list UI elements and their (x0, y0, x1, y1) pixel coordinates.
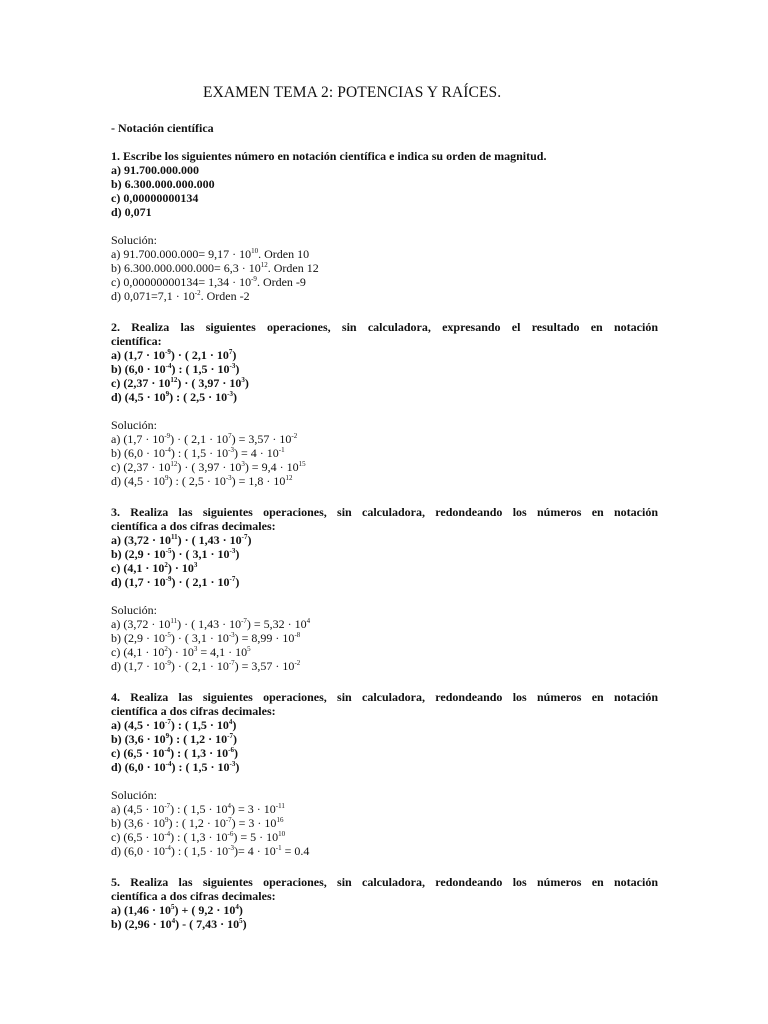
question-item: b) $(2,9 \cdot 10^{-5})$ · ( $3,1 \cdot 10^{-3}$) (111, 547, 240, 561)
question-4-prompt: 4. Realiza las siguientes operaciones, sin calculadora, redondeando los números en notación (111, 690, 658, 704)
solution-line: c) $(4,1 \cdot 10^2) \cdot 10^3 = 4,1 \cdot 10^5$ (111, 645, 251, 659)
question-item: d) $(6,0 \cdot 10^{-4})$ : ( $1,5 \cdot 10^{-3}$) (111, 760, 240, 774)
question-item: a) $(1,7 \cdot 10^{-9})$ · ( $2,1 \cdot 10^7$) (111, 348, 237, 362)
question-2-prompt-cont: científica: (111, 334, 162, 348)
solution-label: Solución: (111, 603, 158, 617)
question-2-prompt: 2. Realiza las siguientes operaciones, sin calculadora, expresando el resultado en notación (111, 320, 658, 334)
solution-line: b) $(3,6 \cdot 10^9)$ : ( $1,2 \cdot 10^{-7}) = 3 \cdot 10^{16}$ (111, 816, 284, 830)
question-3-prompt-cont: científica a dos cifras decimales: (111, 519, 276, 533)
question-1-prompt: 1. Escribe los siguientes número en notación científica e indica su orden de magnitud. (111, 149, 547, 163)
question-item: d) $(1,7 \cdot 10^{-9})$ · ( $2,1 \cdot 10^{-7}$) (111, 575, 240, 589)
question-item: a) $(3,72 \cdot 10^{11})$ · ( $1,43 \cdot 10^{-7}$) (111, 533, 252, 547)
solution-line: d) $0,071=7,1 \cdot 10^{-2}$. Orden -2 (111, 289, 250, 303)
question-item: c) $(2,37 \cdot 10^{12})$ · ( $3,97 \cdot 10^3$) (111, 376, 249, 390)
question-4-prompt-cont: científica a dos cifras decimales: (111, 704, 276, 718)
question-item: c) 0,00000000134 (111, 191, 199, 205)
question-5-prompt: 5. Realiza las siguientes operaciones, sin calculadora, redondeando los números en notación (111, 875, 658, 889)
question-item: a) $(4,5 \cdot 10^{-7})$ : ( $1,5 \cdot 10^4$) (111, 718, 237, 732)
question-item: a) 91.700.000.000 (111, 163, 199, 177)
question-item: d) 0,071 (111, 205, 152, 219)
exam-title: EXAMEN TEMA 2: POTENCIAS Y RAÍCES. (203, 84, 502, 101)
question-5-prompt-cont: científica a dos cifras decimales: (111, 889, 276, 903)
solution-line: b) $(6,0 \cdot 10^{-4})$ : ( $1,5 \cdot 10^{-3}) = 4 \cdot 10^{-1}$ (111, 446, 285, 460)
question-item: b) $(3,6 \cdot 10^9)$ : ( $1,2 \cdot 10^{-7}$) (111, 732, 238, 746)
solution-line: a) $(1,7 \cdot 10^{-9})$ · ( $2,1 \cdot 10^7) = 3,57 \cdot 10^{-2}$ (111, 432, 298, 446)
solution-line: d) $(1,7 \cdot 10^{-9})$ · ( $2,1 \cdot 10^{-7}) = 3,57 \cdot 10^{-2}$ (111, 659, 301, 673)
solution-label: Solución: (111, 788, 158, 802)
solution-line: b) $6.300.000.000.000= 6,3 \cdot 10^{12}$. Orden 12 (111, 261, 319, 275)
solution-line: c) $0,00000000134= 1,34 \cdot 10^{-9}$. Orden -9 (111, 275, 306, 289)
question-item: b) $(6,0 \cdot 10^{-4})$ : ( $1,5 \cdot 10^{-3}$) (111, 362, 240, 376)
solution-line: d) $(6,0 \cdot 10^{-4})$ : ( $1,5 \cdot 10^{-3})= 4 \cdot 10^{-1} = 0.4$ (111, 844, 310, 858)
solution-line: b) $(2,9 \cdot 10^{-5})$ · ( $3,1 \cdot 10^{-3}) = 8,99 \cdot 10^{-8}$ (111, 631, 301, 645)
solution-line: a) $(4,5 \cdot 10^{-7})$ : ( $1,5 \cdot 10^4) = 3 \cdot 10^{-11}$ (111, 802, 285, 816)
solution-label: Solución: (111, 233, 158, 247)
question-item: d) $(4,5 \cdot 10^9)$ : ( $2,5 \cdot 10^{-3}$) (111, 390, 238, 404)
solution-line: a) $(3,72 \cdot 10^{11})$ · ( $1,43 \cdot 10^{-7}) = 5,32 \cdot 10^4$ (111, 617, 311, 631)
solution-line: d) $(4,5 \cdot 10^9)$ : ( $2,5 \cdot 10^{-3}) = 1,8 \cdot 10^{12}$ (111, 474, 293, 488)
solution-line: a) $91.700.000.000= 9,17 \cdot 10^{10}$. Orden 10 (111, 247, 310, 261)
question-item: c) $(4,1 \cdot 10^2) \cdot 10^3$ (111, 561, 198, 575)
question-item: b) $(2,96 \cdot 10^4)$ - ( $7,43 \cdot 10^5$) (111, 917, 247, 931)
solution-label: Solución: (111, 418, 158, 432)
question-item: b) 6.300.000.000.000 (111, 177, 215, 191)
solution-line: c) $(6,5 \cdot 10^{-4})$ : ( $1,3 \cdot 10^{-6}) = 5 \cdot 10^{10}$ (111, 830, 286, 844)
question-item: c) $(6,5 \cdot 10^{-4})$ : ( $1,3 \cdot 10^{-6}$) (111, 746, 239, 760)
question-item: a) $(1,46 \cdot 10^5)$ + ( $9,2 \cdot 10^4$) (111, 903, 243, 917)
solution-line: c) $(2,37 \cdot 10^{12})$ · ( $3,97 \cdot 10^3) = 9,4 \cdot 10^{15}$ (111, 460, 306, 474)
question-3-prompt: 3. Realiza las siguientes operaciones, sin calculadora, redondeando los números en notación (111, 505, 658, 519)
section-heading: - Notación científica (111, 121, 214, 135)
